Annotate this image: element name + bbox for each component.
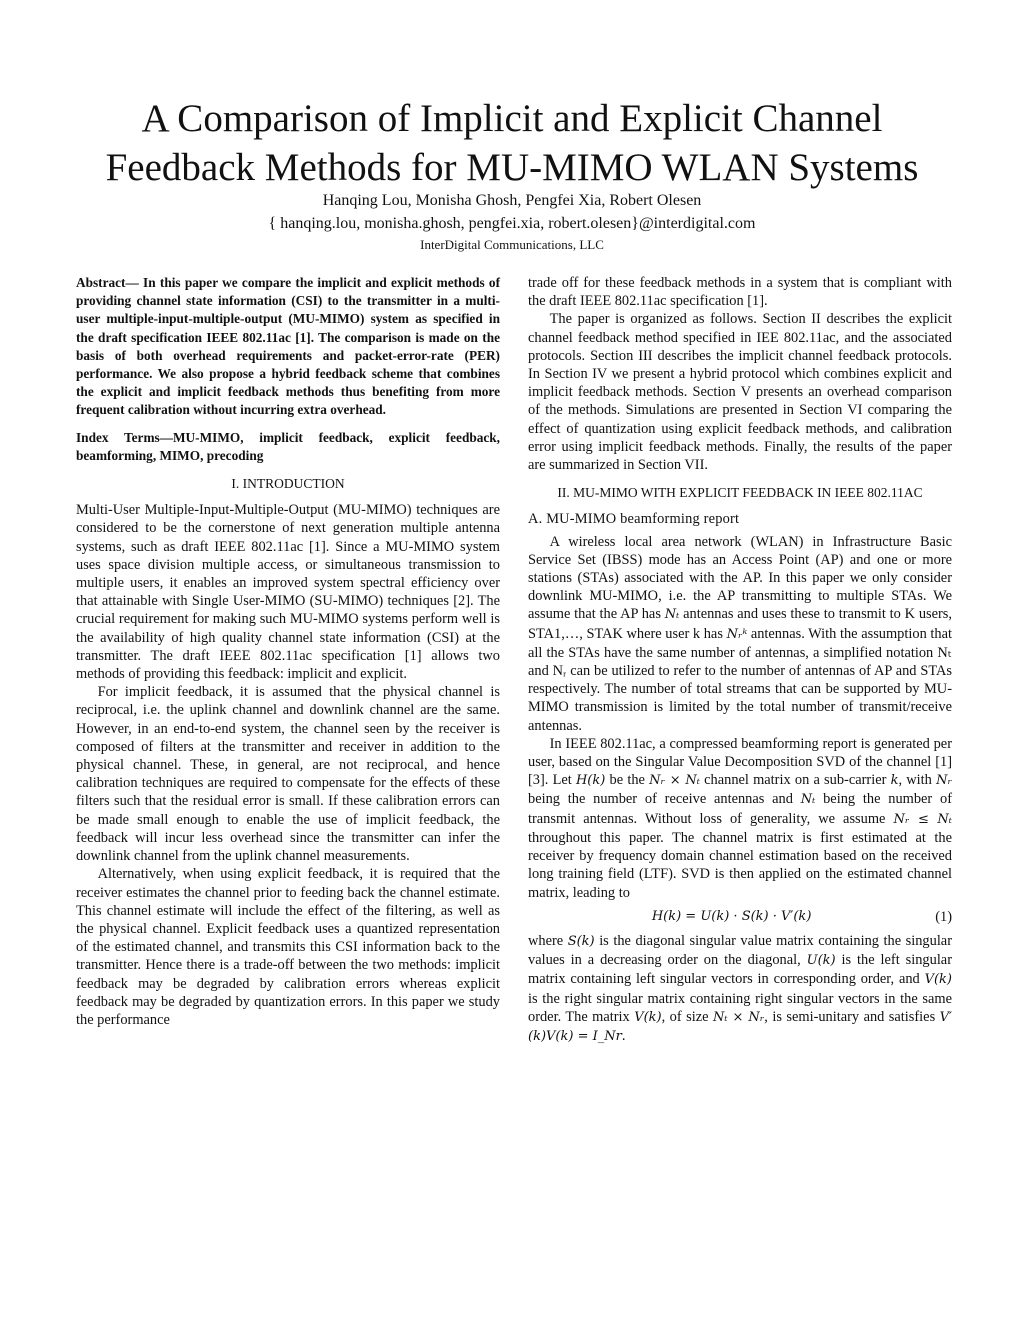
section-heading-explicit-feedback: II. MU-MIMO WITH EXPLICIT FEEDBACK IN IEEE 802.11AC (557, 485, 923, 501)
intro-paragraph-1: Multi-User Multiple-Input-Multiple-Output (MU-MIMO) techniques are considered to be the cornerstone of next generation multiple antenna systems, such as draft IEEE 802.11ac [1]. Since a MU-MIMO system uses space division multiple access, or simultaneous transmission to multiple users, it enables an improved system spectral efficiency over that attainable with Single User-MIMO (SU-MIMO) techniques [2]. The crucial requirement for making such MU-MIMO systems perform well is the availability of high quality channel state information (CSI) at the transmitter. The draft IEEE 802.11ac specification [1] allows two methods of providing this feedback: implicit and explicit. (76, 502, 500, 683)
subsection-heading-beamforming-report: A. MU-MIMO beamforming report (528, 511, 740, 528)
affiliation: InterDigital Communications, LLC (420, 237, 604, 252)
paper-title (0, 94, 1024, 192)
svd-text-g: throughout this paper. The channel matrix is first estimated at the receiver by frequency domain channel estimation based on the received long training field (LTF). SVD is then applied on the estimated channel matrix, leading to (528, 829, 952, 901)
symbol-sk: S(k) (567, 933, 595, 949)
symbol-nt: Nₜ (664, 607, 680, 623)
wlan-paragraph (528, 533, 952, 735)
title-line-2: Feedback Methods for MU-MIMO WLAN Systems (105, 146, 919, 189)
symbol-nrk: Nᵣᵏ (726, 626, 748, 642)
abstract: Abstract— In this paper we compare the implicit and explicit methods of providing channel state information (CSI) to the transmitter in a multi-user multiple-input-multiple-output (MU-MIMO) system as specified in the draft specification IEEE 802.11ac [1]. The comparison is made on the basis of both overhead requirements and packet-error-rate (PER) performance. We also propose a hybrid feedback scheme that combines the explicit and implicit feedback methods thus benefiting from more frequent calibration without incurring extra overhead. (76, 275, 500, 418)
svd-text-d: , with (898, 772, 932, 789)
svd-text-b: be the (609, 772, 645, 789)
sv-text-d: is the right singular matrix containing right singular vectors in the same order. The matrix (528, 990, 952, 1025)
wlan-text-c: antennas. With the assumption that all the STAs have the same number of antennas, a simplified notation Nₜ and Nᵣ can be utilized to refer to the number of antennas of AP and STAs respectively. The number of total streams that can be supported by MU-MIMO transmission is limited by the total number of transmit/receive antennas. (528, 625, 952, 734)
sv-text-e: , of size (661, 1008, 709, 1025)
symbol-nr-x-nt: Nᵣ × Nₜ (649, 773, 700, 789)
sv-text-a: where (528, 932, 564, 949)
intro-paragraph-2: For implicit feedback, it is assumed that the physical channel is reciprocal, i.e. the uplink channel and downlink channel are the same. However, in an end-to-end system, the channel seen by the receiver is composed of filters at the transmitter and receiver in addition to the physical channel. These, in general, are not reciprocal, and hence calibration techniques are required to compensate for the effects of these filters such that the residual error is small. If these calibration errors can be made small enough to enable the use of implicit feedback, the feedback will incur less overhead since the transmitter can infer the downlink channel from the uplink channel measurements. (76, 684, 500, 865)
symbol-nt-x-nr: Nₜ × Nᵣ (712, 1009, 765, 1025)
intro-paragraph-4: trade off for these feedback methods in a system that is compliant with the draft IEEE 802.11ac specification [1]. (528, 275, 952, 310)
wlan-text-a: A wireless local area network (WLAN) in Infrastructure Basic Service Set (IBSS) mode has an Access Point (AP) and one or more stations (STAs) associated with the AP. In this paper we only consider downlink MU-MIMO, i.e. the AP transmitting to multiple STAs. We assume that the AP has (528, 533, 952, 623)
author-emails: { hanqing.lou, monisha.ghosh, pengfei.xia, robert.olesen}@interdigital.com (268, 215, 756, 232)
svd-text-c: channel matrix on a sub-carrier (704, 772, 887, 789)
sv-text-b: is the diagonal singular value matrix containing the singular values in a decreasing order on the diagonal, (528, 932, 952, 969)
symbol-uk: U(k) (806, 953, 836, 969)
symbol-nt-2: Nₜ (800, 792, 816, 808)
wlan-text-b: antennas and uses these to transmit to K users, STA1,…, STAK where user k has (528, 606, 952, 642)
organization-paragraph: The paper is organized as follows. Section II describes the explicit channel feedback method specified in IEE 802.11ac, and the associated protocols. Section III describes the implicit channel feedback protocols. In Section IV we present a hybrid protocol which combines explicit and implicit feedback methods. Section V presents an overhead comparison of the methods. Simulations are presented in Section VI comparing the effect of quantization using explicit feedback methods, and calibration error using implicit feedback methods. Finally, the results of the paper are summarized in Section VII. (528, 311, 952, 474)
author-list: Hanqing Lou, Monisha Ghosh, Pengfei Xia, Robert Olesen (322, 192, 702, 209)
equation-1 (528, 908, 952, 926)
equation-expression: H(k) = U(k) · S(k) · V′(k) (651, 908, 812, 924)
symbol-vk-2: V(k) (634, 1009, 662, 1025)
symbol-nr: Nᵣ (936, 773, 952, 789)
sv-text-g: . (621, 1027, 626, 1044)
symbol-condition: Nᵣ ≤ Nₜ (893, 811, 952, 827)
svd-text-e: being the number of receive antennas and (528, 791, 793, 808)
equation-number: (1) (935, 908, 952, 925)
sv-text-f: , is semi-unitary and satisfies (764, 1008, 936, 1025)
symbol-k: k (890, 773, 899, 789)
title-line-1: A Comparison of Implicit and Explicit Channel (141, 97, 883, 140)
symbol-semi-unitary: V′(k)V(k) = I_Nr (528, 1009, 952, 1044)
right-column (528, 274, 952, 1046)
section-heading-introduction: I. INTRODUCTION (231, 476, 345, 492)
singular-matrix-paragraph (528, 932, 952, 1046)
intro-paragraph-3: Alternatively, when using explicit feedback, it is required that the receiver estimates the channel prior to feeding back the channel estimate. This channel estimate will include the effect of the filtering, as well as the physical channel. Explicit feedback uses a quantized representation of the estimated channel, and transmits this CSI information back to the transmitter. Hence there is a trade-off between the two methods: implicit feedback may be degraded by calibration errors whereas explicit feedback may be degraded by quantization errors. In this paper we study the performance (76, 866, 500, 1028)
left-column (76, 274, 500, 1029)
symbol-vk: V(k) (924, 972, 952, 988)
svd-text-a: In IEEE 802.11ac, a compressed beamforming report is generated per user, based on the Singular Value Decomposition SVD of the channel [1][3]. Let (528, 735, 952, 789)
index-terms: Index Terms—MU-MIMO, implicit feedback, explicit feedback, beamforming, MIMO, precoding (76, 429, 500, 463)
svd-paragraph (528, 735, 952, 902)
svd-text-f: being the number of transmit antennas. Without loss of generality, we assume (528, 791, 952, 827)
symbol-hk: H(k) (575, 773, 606, 789)
sv-text-c: is the left singular matrix containing left singular vectors in corresponding order, and (528, 952, 952, 988)
